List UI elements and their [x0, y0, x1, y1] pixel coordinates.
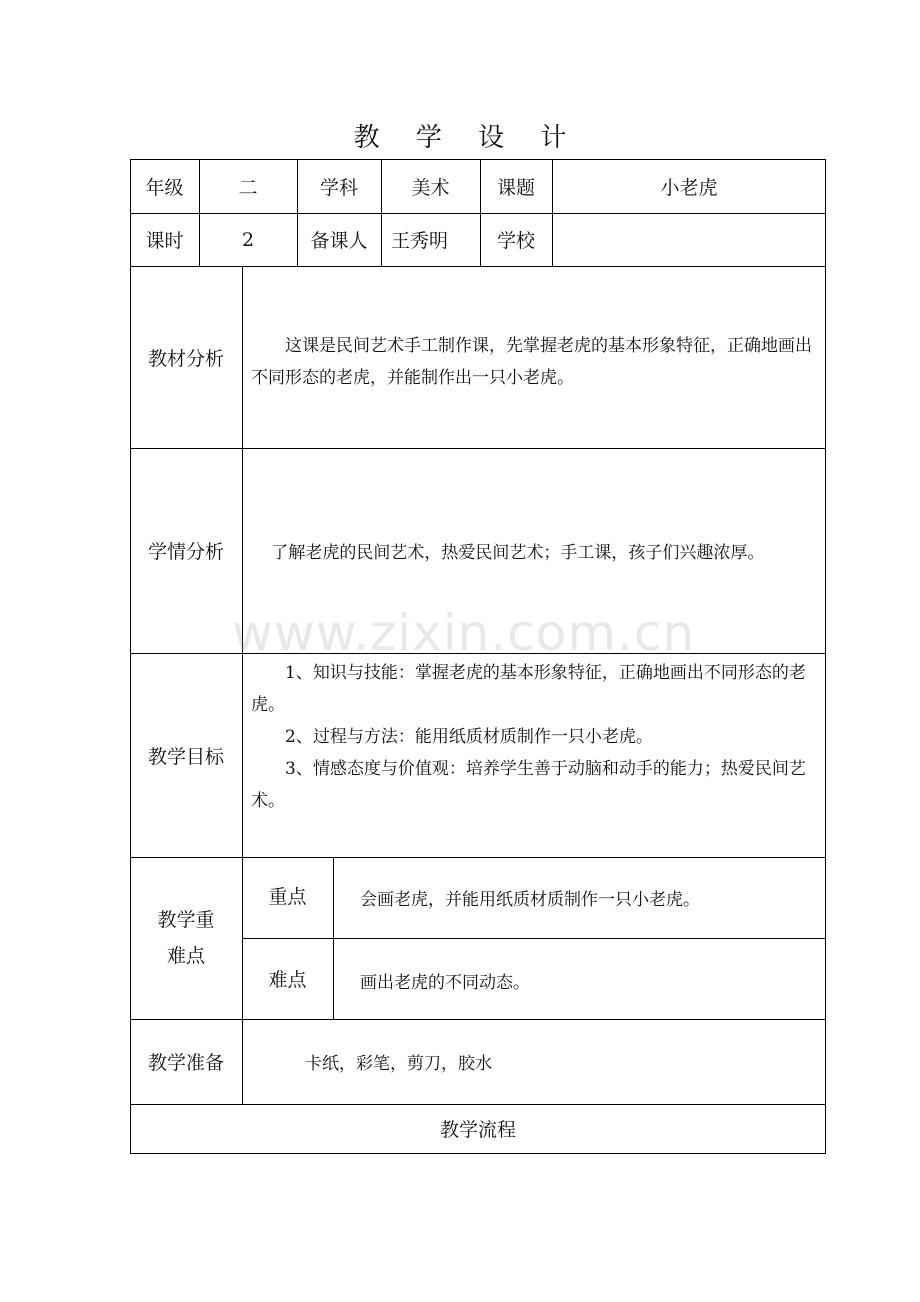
material-analysis-label: 教材分析 — [147, 347, 224, 370]
preparation-label: 教学准备 — [147, 1052, 224, 1074]
key-point-label: 重点 — [268, 885, 307, 908]
student-analysis-text — [251, 537, 817, 569]
key-point-text: 会画老虎，并能用纸质材质制作一只小老虎。 — [360, 890, 700, 910]
teaching-goal-item: 1、知识与技能：掌握老虎的基本形象特征，正确地画出不同形态的老虎。 — [251, 663, 806, 715]
preparation-text: 卡纸，彩笔，剪刀，胶水 — [305, 1054, 492, 1074]
material-analysis-paragraph: 这课是民间艺术手工制作课，先掌握老虎的基本形象特征，正确地画出不同形态的老虎，并能制作出一只小老虎。 — [251, 336, 812, 388]
student-analysis-label: 学情分析 — [147, 541, 224, 563]
material-analysis-text — [251, 330, 817, 394]
difficult-point-label: 难点 — [268, 969, 307, 991]
difficult-point-text: 画出老虎的不同动态。 — [360, 972, 530, 993]
key-points-label-line1: 教学重 — [157, 909, 215, 931]
teaching-goal-item: 2、过程与方法：能用纸质材质制作一只小老虎。 — [285, 727, 653, 747]
period-value: 2 — [241, 228, 255, 251]
topic-value: 小老虎 — [660, 176, 718, 199]
school-value — [552, 213, 826, 266]
key-points-label-line2: 难点 — [166, 945, 205, 967]
teaching-goal-item: 3、情感态度与价值观：培养学生善于动脑和动手的能力；热爱民间艺术。 — [251, 759, 806, 811]
watermark: www.zixin.com.cn — [232, 604, 696, 662]
preparer-label: 备课人 — [310, 230, 368, 252]
subject-value: 美术 — [411, 176, 450, 199]
table-border-right — [825, 159, 826, 1154]
key-points-label — [130, 857, 242, 1019]
process-label: 教学流程 — [439, 1119, 516, 1141]
subject-label: 学科 — [319, 176, 358, 199]
school-label: 学校 — [496, 230, 535, 252]
student-analysis-paragraph: 了解老虎的民间艺术，热爱民间艺术；手工课，孩子们兴趣浓厚。 — [271, 543, 765, 563]
teaching-goals-label: 教学目标 — [147, 745, 224, 768]
grade-label: 年级 — [145, 176, 184, 199]
grade-value: 二 — [238, 176, 258, 199]
column-divider — [333, 857, 334, 1019]
page-title: 教 学 设 计 — [353, 123, 581, 153]
preparer-value: 王秀明 — [391, 230, 449, 252]
teaching-goals-list — [251, 657, 817, 817]
period-label: 课时 — [145, 230, 184, 252]
table-border-bottom — [130, 1153, 826, 1154]
topic-label: 课题 — [496, 176, 535, 199]
